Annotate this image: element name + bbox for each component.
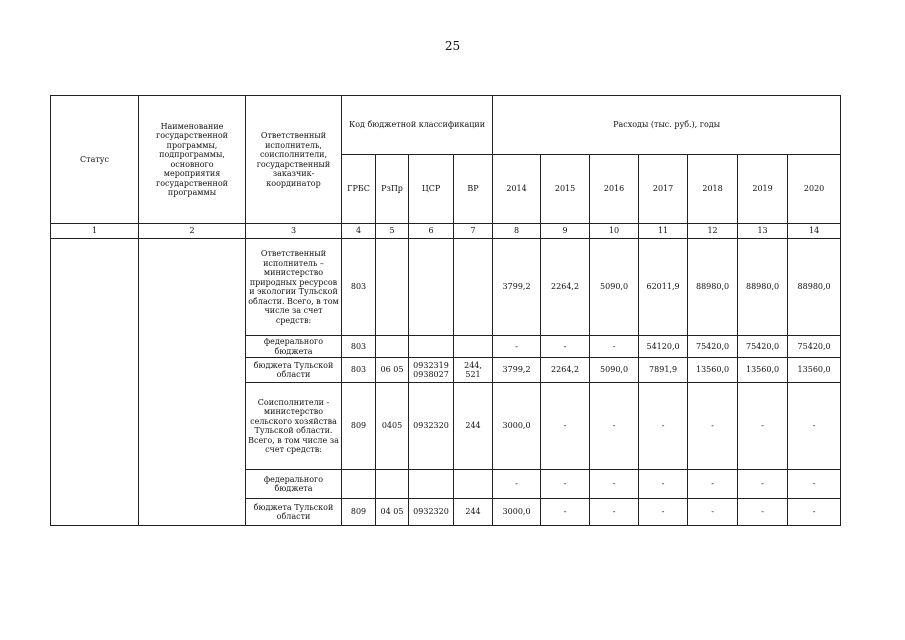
value-cell: - [738,470,788,499]
value-cell: 13560,0 [738,358,788,383]
name-header: Наименование государственной программы, подпрограммы, основного мероприятия государственной программы [139,96,246,224]
grbs-cell: 803 [342,239,376,336]
value-cell: - [688,383,738,470]
column-number: 11 [639,224,688,239]
value-cell: - [541,499,590,526]
column-number: 12 [688,224,738,239]
value-cell: - [590,470,639,499]
value-cell: 88980,0 [788,239,841,336]
row-label: федерального бюджета [246,336,342,358]
value-cell: 62011,9 [639,239,688,336]
grbs-cell: 809 [342,383,376,470]
csr-cell [409,336,454,358]
value-cell: 5090,0 [590,239,639,336]
value-cell: - [493,336,541,358]
vr-cell: 244, 521 [454,358,493,383]
value-cell: 2264,2 [541,358,590,383]
value-cell: - [541,470,590,499]
value-cell: - [788,470,841,499]
value-cell: 13560,0 [688,358,738,383]
csr-cell: 0932320 [409,499,454,526]
row-label: бюджета Тульской области [246,358,342,383]
table-row [51,239,841,336]
budget-table [50,95,841,526]
vr-cell [454,470,493,499]
year-header: 2016 [590,155,639,224]
value-cell: 3799,2 [493,239,541,336]
year-header: 2019 [738,155,788,224]
value-cell: - [639,470,688,499]
column-number: 13 [738,224,788,239]
column-number: 1 [51,224,139,239]
value-cell: 88980,0 [688,239,738,336]
value-cell: - [493,470,541,499]
csr-cell [409,470,454,499]
year-header: 2017 [639,155,688,224]
header-row [51,96,841,155]
value-cell: 75420,0 [738,336,788,358]
rzpr-cell: 06 05 [376,358,409,383]
value-cell: - [788,383,841,470]
column-number: 7 [454,224,493,239]
value-cell: - [590,383,639,470]
vr-cell [454,239,493,336]
vr-cell [454,336,493,358]
year-header: 2018 [688,155,738,224]
status-header: Статус [51,96,139,224]
value-cell: - [688,470,738,499]
rzpr-cell [376,239,409,336]
status-cell [51,239,139,526]
value-cell: 3799,2 [493,358,541,383]
name-cell [139,239,246,526]
value-cell: 88980,0 [738,239,788,336]
column-number: 3 [246,224,342,239]
value-cell: - [738,499,788,526]
value-cell: 7891,9 [639,358,688,383]
value-cell: - [590,499,639,526]
rzpr-cell [376,470,409,499]
column-number: 10 [590,224,639,239]
column-number: 6 [409,224,454,239]
value-cell: 3000,0 [493,383,541,470]
column-number: 14 [788,224,841,239]
value-cell: - [639,499,688,526]
column-number: 5 [376,224,409,239]
responsible-header: Ответственный исполнитель, соисполнители, государственный заказчик-координатор [246,96,342,224]
value-cell: 54120,0 [639,336,688,358]
value-cell: 75420,0 [788,336,841,358]
row-label: федерального бюджета [246,470,342,499]
column-number: 8 [493,224,541,239]
value-cell: - [541,336,590,358]
rzpr-header: РзПр [376,155,409,224]
column-number: 2 [139,224,246,239]
csr-cell [409,239,454,336]
grbs-cell [342,470,376,499]
grbs-header: ГРБС [342,155,376,224]
year-header: 2020 [788,155,841,224]
value-cell: 5090,0 [590,358,639,383]
year-header: 2014 [493,155,541,224]
row-label: Соисполнители - министерство сельского хозяйства Тульской области. Всего, в том числе за счет средств: [246,383,342,470]
value-cell: - [590,336,639,358]
budget-code-header: Код бюджетной классификации [342,96,493,155]
value-cell: 2264,2 [541,239,590,336]
value-cell: 75420,0 [688,336,738,358]
vr-cell: 244 [454,383,493,470]
value-cell: 13560,0 [788,358,841,383]
rzpr-cell: 0405 [376,383,409,470]
vr-cell: 244 [454,499,493,526]
grbs-cell: 809 [342,499,376,526]
value-cell: - [738,383,788,470]
csr-cell: 0932320 [409,383,454,470]
value-cell: - [639,383,688,470]
value-cell: - [541,383,590,470]
row-label: Ответственный исполнитель – министерство природных ресурсов и экологии Тульской области. Всего, в том числе за счет средств: [246,239,342,336]
rzpr-cell: 04 05 [376,499,409,526]
column-number-row [51,224,841,239]
grbs-cell: 803 [342,336,376,358]
column-number: 4 [342,224,376,239]
grbs-cell: 803 [342,358,376,383]
column-number: 9 [541,224,590,239]
value-cell: 3000,0 [493,499,541,526]
row-label: бюджета Тульской области [246,499,342,526]
rzpr-cell [376,336,409,358]
csr-header: ЦСР [409,155,454,224]
csr-cell: 0932319 0938027 [409,358,454,383]
page-number: 25 [444,39,461,53]
year-header: 2015 [541,155,590,224]
expenses-header: Расходы (тыс. руб.), годы [493,96,841,155]
value-cell: - [788,499,841,526]
vr-header: ВР [454,155,493,224]
value-cell: - [688,499,738,526]
